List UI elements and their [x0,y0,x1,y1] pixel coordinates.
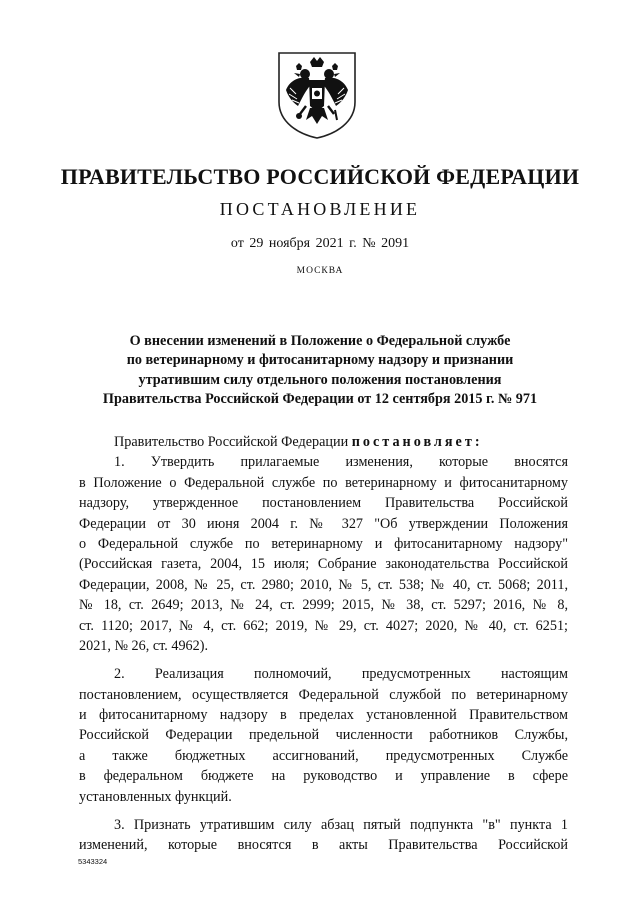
document-city: МОСКВА [296,266,344,276]
heading-line: Правительства Российской Федерации от 12 сентября 2015 г. № 971 [102,390,538,407]
paragraph-1-line: (Российская газета, 2004, 15 июля; Собрание законодательства Российской [79,556,568,573]
heading-line: О внесении изменений в Положение о Федеральной службе [129,333,511,349]
document-date-number: от 29 ноября 2021 г. № 2091 [230,236,410,251]
heading-line: по ветеринарному и фитосанитарному надзору и признании [126,352,514,369]
paragraph-1-line: № 18, ст. 2649; 2013, № 24, ст. 2999; 2015, № 38, ст. 5297; 2016, № 8, [79,597,568,614]
paragraph-2-line: 2. Реализация полномочий, предусмотренных настоящим [114,666,568,683]
paragraph-2-line: а также бюджетных ассигнований, предусмотренных Службе [79,747,568,764]
paragraph-3-line: изменений, которые вносятся в акты Правительства Российской [79,837,568,854]
paragraph-1-line: Федерации, 2008, № 25, ст. 2980; 2010, № 5, ст. 538; № 40, ст. 5068; 2011, [79,576,568,593]
paragraph-1-line: Федерации от 30 июня 2004 г. № 327 "Об утверждении Положения [79,515,568,532]
heading-line: утратившим силу отдельного положения постановления [138,371,502,388]
paragraph-2-line: в федеральном бюджете на руководство и управление в сфере [79,768,568,785]
paragraph-1-line: о Федеральной службе по ветеринарному и фитосанитарному надзору" [79,535,568,552]
intro-decree-word: постановляет: [351,434,483,450]
resolution-body [79,432,568,856]
intro-prefix: Правительство Российской Федерации [114,434,352,450]
paragraph-2-line: постановлением, осуществляется Федеральной службой по ветеринарному [79,686,568,703]
government-title: ПРАВИТЕЛЬСТВО РОССИЙСКОЙ ФЕДЕРАЦИИ [60,164,580,189]
resolution-heading [60,332,580,409]
russian-coat-of-arms-emblem-icon [276,50,358,140]
paragraph-3-line: 3. Признать утратившим силу абзац пятый подпункта "в" пункта 1 [114,817,568,834]
paragraph-1-line: 1. Утвердить прилагаемые изменения, которые вносятся [114,454,568,471]
paragraph-2-line: установленных функций. [79,788,232,805]
paragraph-1-line: в Положение о Федеральной службе по ветеринарному и фитосанитарному [79,474,568,491]
document-type: ПОСТАНОВЛЕНИЕ [219,199,421,219]
paragraph-1-line: надзору, утвержденное постановлением Правительства Российской [79,495,568,512]
paragraph-2-line: и фитосанитарному надзору в пределах установленной Правительством [79,707,568,724]
paragraph-1-line: ст. 1120; 2017, № 4, ст. 662; 2019, № 29, ст. 4027; 2020, № 40, ст. 6251; [79,617,568,634]
footer-document-number: 5343324 [78,857,108,866]
paragraph-2-line: Российской Федерации предельной численности работников Службы, [79,727,568,744]
paragraph-1-line: 2021, № 26, ст. 4962). [79,637,209,654]
intro-line [79,432,568,452]
